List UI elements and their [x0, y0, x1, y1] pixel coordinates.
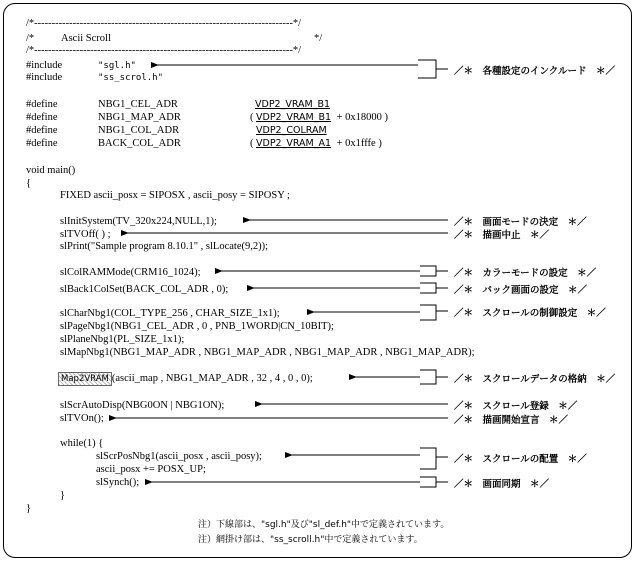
define-keyword: #define [26, 138, 58, 149]
plane-nbg1-call: slPlaneNbg1(PL_SIZE_1x1); [60, 334, 185, 345]
define-value: VDP2_COLRAM [256, 125, 327, 136]
note-scroll-control: ／＊ スクロールの制御設定 ＊／ [454, 308, 606, 319]
note-scroll-register: ／＊ スクロール登録 ＊／ [454, 401, 578, 412]
note-draw-stop: ／＊ 描画中止 ＊／ [454, 230, 550, 241]
note-screen-mode: ／＊ 画面モードの決定 ＊／ [454, 217, 587, 228]
define-keyword: #define [26, 112, 58, 123]
posx-increment: ascii_posx += POSX_UP; [96, 464, 206, 475]
tv-on-call: slTVOn(); [60, 413, 104, 424]
include-keyword: #include [26, 60, 63, 71]
include-file: "sgl.h" [98, 61, 136, 71]
define-name: NBG1_CEL_ADR [98, 99, 178, 110]
while-close: } [60, 490, 66, 501]
define-name: NBG1_MAP_ADR [98, 112, 181, 123]
init-system-call: slInitSystem(TV_320x224,NULL,1); [60, 216, 217, 227]
synch-call: slSynch(); [96, 477, 140, 488]
define-name: BACK_COL_ADR [98, 138, 181, 149]
define-name: NBG1_COL_ADR [98, 125, 180, 136]
define-value: VDP2_VRAM_A1 [256, 138, 332, 149]
brace-close: } [26, 503, 32, 514]
define-keyword: #define [26, 99, 58, 110]
define-value: VDP2_VRAM_B1 [256, 112, 332, 123]
fixed-declaration: FIXED ascii_posx = SIPOSX , ascii_posy = SIPOSY ; [60, 190, 290, 201]
comment-open: /* [26, 33, 35, 44]
footnote-underline: 注）下線部は、"sgl.h"及び"sl_def.h"中で定義されています。 [198, 520, 450, 530]
map-nbg1-call: slMapNbg1(NBG1_MAP_ADR , NBG1_MAP_ADR , NBG1_MAP_ADR , NBG1_MAP_ADR); [60, 347, 475, 358]
tv-off-call: slTVOff( ) ; [60, 229, 111, 240]
define-value: VDP2_VRAM_B1 [255, 99, 331, 110]
note-screen-sync: ／＊ 画面同期 ＊／ [454, 479, 550, 490]
back1-col-set-call: slBack1ColSet(BACK_COL_ADR , 0); [60, 284, 229, 295]
char-nbg1-call: slCharNbg1(COL_TYPE_256 , CHAR_SIZE_1x1); [60, 308, 280, 319]
while-loop: while(1) { [60, 438, 104, 449]
col-ram-mode-call: slColRAMMode(CRM16_1024); [60, 267, 201, 278]
footnote-hatched: 注）網掛け部は、"ss_scroll.h"中で定義されています。 [198, 535, 423, 545]
scr-pos-nbg1-call: slScrPosNbg1(ascii_posx , ascii_posy); [96, 451, 262, 462]
note-color-mode: ／＊ カラーモードの設定 ＊／ [454, 268, 597, 279]
define-suffix: + 0x18000 ) [334, 112, 389, 123]
scr-auto-disp-call: slScrAutoDisp(NBG0ON | NBG1ON); [60, 400, 225, 411]
comment-close: */ [314, 33, 323, 44]
include-file: "ss_scrol.h" [98, 73, 164, 83]
main-signature: void main() [26, 165, 76, 176]
comment-title: Ascii Scroll [61, 33, 111, 44]
comment-rule-top: /*--------------------------------------------------------------------------*/ [26, 18, 302, 29]
page-nbg1-call: slPageNbg1(NBG1_CEL_ADR , 0 , PNB_1WORD|CN_10BIT); [60, 321, 334, 332]
comment-rule-bottom: /*--------------------------------------------------------------------------*/ [26, 45, 302, 56]
brace-open: { [26, 178, 32, 189]
define-keyword: #define [26, 125, 58, 136]
note-back-screen: ／＊ バック画面の設定 ＊／ [454, 285, 588, 296]
note-scroll-data: ／＊ スクロールデータの格納 ＊／ [454, 374, 616, 385]
note-scroll-place: ／＊ スクロールの配置 ＊／ [454, 454, 587, 465]
define-paren: ( [250, 112, 254, 123]
define-suffix: + 0x1fffe ) [334, 138, 382, 149]
note-draw-start: ／＊ 描画開始宣言 ＊／ [454, 415, 569, 426]
include-keyword: #include [26, 72, 63, 83]
define-paren: ( [250, 138, 254, 149]
print-call: slPrint("Sample program 8.10.1" , slLocate(9,2)); [60, 241, 269, 252]
map2vram-function: Map2VRAM [58, 372, 112, 386]
map2vram-args: (ascii_map , NBG1_MAP_ADR , 32 , 4 , 0 , 0); [111, 373, 313, 384]
note-includes: ／＊ 各種設定のインクルード ＊／ [454, 66, 616, 77]
